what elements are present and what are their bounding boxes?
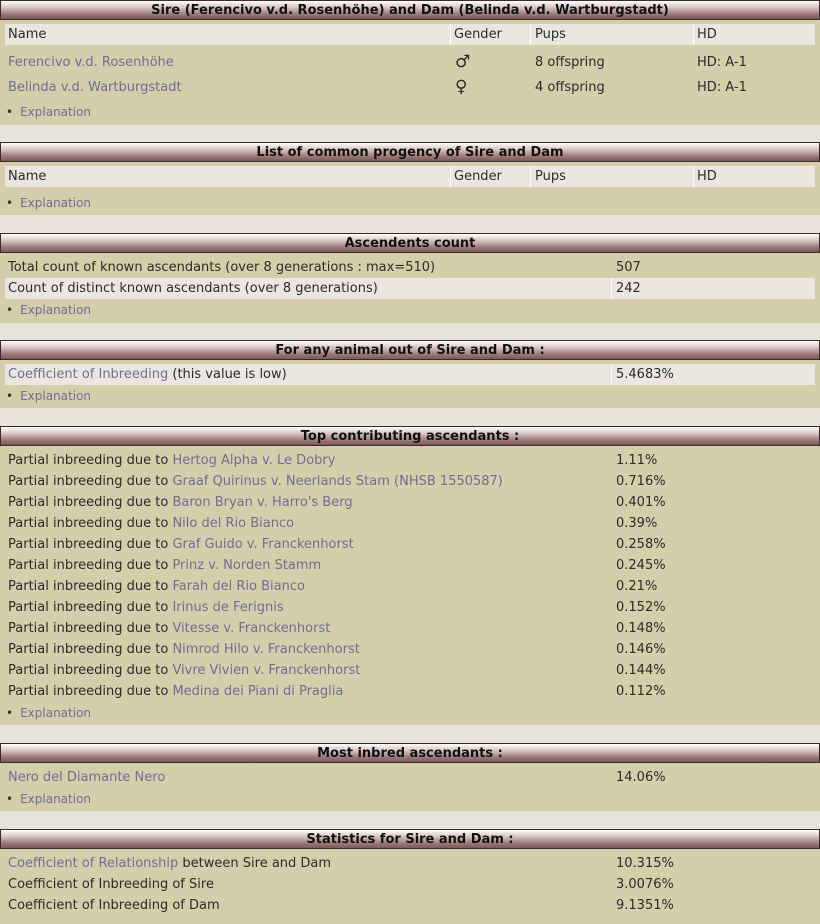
distinct-count-value: 242 — [616, 281, 641, 296]
partial-inbreeding-value: 0.146% — [616, 642, 666, 657]
most-inbred-section — [0, 743, 820, 811]
sire-dam-header: Sire (Ferencivo v.d. Rosenhöhe) and Dam (Belinda v.d. Wartburgstadt) — [0, 0, 820, 20]
most-inbred-header: Most inbred ascendants : — [0, 743, 820, 763]
table-row — [0, 471, 820, 492]
explanation-link[interactable]: • Explanation — [6, 389, 92, 403]
ascendants-count-section — [0, 233, 820, 323]
partial-inbreeding-value: 0.148% — [616, 621, 666, 636]
statistics-section — [0, 829, 820, 924]
ascendant-name-link[interactable]: Baron Bryan v. Harro's Berg — [172, 495, 353, 510]
table-row — [0, 639, 820, 660]
coi-link[interactable]: Coefficient of Inbreeding — [8, 367, 169, 382]
total-count-value: 507 — [616, 260, 641, 275]
dam-name-link[interactable]: Belinda v.d. Wartburgstadt — [8, 80, 182, 95]
any-animal-header: For any animal out of Sire and Dam : — [0, 340, 820, 360]
coi-dam-value: 9.1351% — [616, 898, 674, 913]
dam-hd: HD: A-1 — [697, 80, 747, 95]
partial-inbreeding-value: 0.401% — [616, 495, 666, 510]
table-row — [5, 278, 815, 299]
col-pups: Pups — [535, 27, 566, 42]
progeny-column-header — [5, 166, 815, 187]
partial-inbreeding-prefix: Partial inbreeding due to — [8, 453, 173, 468]
partial-inbreeding-value: 0.21% — [616, 579, 658, 594]
ascendant-name-link[interactable]: Irinus de Ferignis — [172, 600, 284, 615]
cor-rest: between Sire and Dam — [178, 856, 332, 871]
sire-dam-column-header — [5, 24, 815, 45]
partial-inbreeding-prefix: Partial inbreeding due to — [8, 495, 173, 510]
explanation-link[interactable]: • Explanation — [6, 792, 92, 806]
table-row — [0, 660, 820, 681]
coi-sire-value: 3.0076% — [616, 877, 674, 892]
partial-inbreeding-value: 0.716% — [616, 474, 666, 489]
table-row — [0, 895, 820, 916]
table-row — [0, 257, 820, 278]
col-hd: HD — [697, 169, 717, 184]
partial-inbreeding-value: 0.258% — [616, 537, 666, 552]
progeny-header: List of common progency of Sire and Dam — [0, 142, 820, 162]
explanation-link[interactable]: • Explanation — [6, 303, 92, 317]
col-gender: Gender — [454, 27, 502, 42]
table-row — [0, 492, 820, 513]
sire-dam-section — [0, 0, 820, 125]
ascendant-name-link[interactable]: Farah del Rio Bianco — [172, 579, 305, 594]
table-row — [0, 853, 820, 874]
ascendant-name-link[interactable]: Medina dei Piani di Praglia — [172, 684, 344, 699]
ascendants-count-header: Ascendents count — [0, 233, 820, 253]
female-icon: ♀ — [455, 77, 468, 97]
most-inbred-name-link[interactable]: Nero del Diamante Nero — [8, 770, 166, 785]
ascendant-name-link[interactable]: Vitesse v. Franckenhorst — [172, 621, 331, 636]
ascendant-name-link[interactable]: Nilo del Rio Bianco — [172, 516, 295, 531]
ascendant-name-link[interactable]: Vivre Vivien v. Franckenhorst — [172, 663, 361, 678]
progeny-section — [0, 142, 820, 215]
table-row — [0, 555, 820, 576]
col-gender: Gender — [454, 169, 502, 184]
sire-hd: HD: A-1 — [697, 55, 747, 70]
partial-inbreeding-prefix: Partial inbreeding due to — [8, 474, 173, 489]
col-pups: Pups — [535, 169, 566, 184]
partial-inbreeding-value: 0.112% — [616, 684, 666, 699]
partial-inbreeding-prefix: Partial inbreeding due to — [8, 600, 173, 615]
table-row — [0, 597, 820, 618]
col-hd: HD — [697, 27, 717, 42]
coi-dam-label: Coefficient of Inbreeding of Dam — [8, 898, 220, 913]
partial-inbreeding-prefix: Partial inbreeding due to — [8, 579, 173, 594]
top-contributing-section — [0, 426, 820, 725]
partial-inbreeding-value: 0.39% — [616, 516, 658, 531]
table-row — [0, 534, 820, 555]
table-row — [0, 513, 820, 534]
ascendant-name-link[interactable]: Prinz v. Norden Stamm — [172, 558, 322, 573]
coi-note: (this value is low) — [168, 367, 287, 382]
distinct-count-label: Count of distinct known ascendants (over 8 generations) — [8, 281, 378, 296]
partial-inbreeding-prefix: Partial inbreeding due to — [8, 516, 173, 531]
ascendant-name-link[interactable]: Graf Guido v. Franckenhorst — [172, 537, 354, 552]
col-name: Name — [8, 27, 47, 42]
table-row — [0, 576, 820, 597]
col-name: Name — [8, 169, 47, 184]
coi-value: 5.4683% — [616, 367, 674, 382]
cor-link[interactable]: Coefficient of Relationship — [8, 856, 179, 871]
partial-inbreeding-prefix: Partial inbreeding due to — [8, 663, 173, 678]
ascendant-name-link[interactable]: Graaf Quirinus v. Neerlands Stam (NHSB 1550587) — [172, 474, 503, 489]
table-row — [0, 450, 820, 471]
cor-value: 10.315% — [616, 856, 674, 871]
explanation-link[interactable]: • Explanation — [6, 196, 92, 210]
table-row — [0, 874, 820, 895]
partial-inbreeding-prefix: Partial inbreeding due to — [8, 621, 173, 636]
partial-inbreeding-value: 0.152% — [616, 600, 666, 615]
partial-inbreeding-prefix: Partial inbreeding due to — [8, 684, 173, 699]
partial-inbreeding-prefix: Partial inbreeding due to — [8, 537, 173, 552]
most-inbred-value: 14.06% — [616, 770, 666, 785]
table-row — [0, 681, 820, 702]
table-row — [0, 52, 820, 73]
dam-pups: 4 offspring — [535, 80, 605, 95]
table-row — [0, 77, 820, 98]
male-icon: ♂ — [455, 52, 471, 72]
ascendant-name-link[interactable]: Hertog Alpha v. Le Dobry — [172, 453, 336, 468]
table-row — [0, 767, 820, 788]
partial-inbreeding-prefix: Partial inbreeding due to — [8, 642, 173, 657]
partial-inbreeding-prefix: Partial inbreeding due to — [8, 558, 173, 573]
partial-inbreeding-value: 0.144% — [616, 663, 666, 678]
explanation-link[interactable]: • Explanation — [6, 706, 92, 720]
total-count-label: Total count of known ascendants (over 8 generations : max=510) — [8, 260, 436, 275]
table-row — [5, 364, 815, 385]
partial-inbreeding-value: 0.245% — [616, 558, 666, 573]
top-contributing-header: Top contributing ascendants : — [0, 426, 820, 446]
explanation-link[interactable]: • Explanation — [6, 105, 92, 119]
coi-sire-label: Coefficient of Inbreeding of Sire — [8, 877, 214, 892]
sire-pups: 8 offspring — [535, 55, 605, 70]
statistics-header: Statistics for Sire and Dam : — [0, 829, 820, 849]
any-animal-section — [0, 340, 820, 408]
sire-name-link[interactable]: Ferencivo v.d. Rosenhöhe — [8, 55, 174, 70]
table-row — [0, 618, 820, 639]
partial-inbreeding-value: 1.11% — [616, 453, 658, 468]
ascendant-name-link[interactable]: Nimrod Hilo v. Franckenhorst — [172, 642, 360, 657]
